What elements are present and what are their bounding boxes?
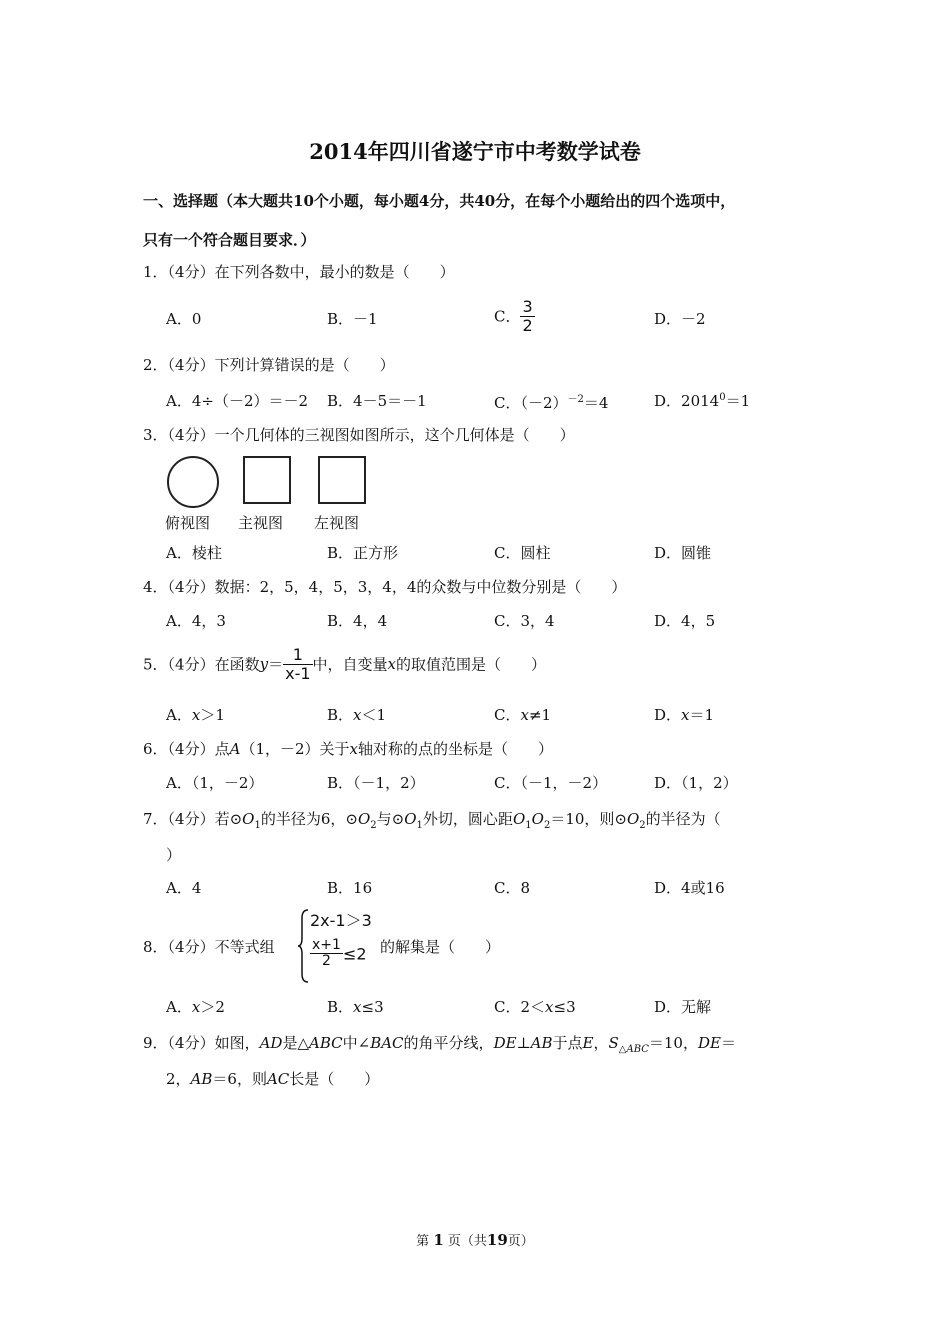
question-8-option-c	[494, 996, 576, 1017]
option-d-exponent: 0	[719, 392, 726, 403]
area-s: S	[608, 1034, 619, 1052]
subscript: 1	[525, 820, 532, 831]
question-2-stem: 2．（4分）下列计算错误的是（ ）	[143, 356, 395, 374]
question-7-option-b: B．16	[327, 879, 373, 897]
variable-x: x	[387, 655, 396, 674]
inequality-system	[298, 908, 378, 984]
stem-part: 5．（4分）在函数	[143, 655, 260, 674]
question-3-option-a: A．棱柱	[166, 544, 222, 562]
question-5-option-a	[166, 704, 225, 725]
circle-o: O	[242, 810, 255, 828]
option-c-exponent: －2	[567, 394, 584, 405]
question-8-option-a	[166, 996, 225, 1017]
option-c-result: ＝4	[583, 394, 609, 412]
question-3-option-c: C．圆柱	[494, 544, 551, 562]
variable-y: y	[259, 655, 269, 674]
option-label: C．2＜	[494, 998, 546, 1016]
stem-part: ＝10，则⊙	[550, 810, 627, 828]
question-1-stem: 1．（4分）在下列各数中，最小的数是（ ）	[143, 263, 455, 281]
total-pages: 19	[486, 1231, 508, 1249]
fraction-denominator: 2	[310, 953, 343, 969]
question-3-option-b: B．正方形	[327, 544, 399, 562]
segment-ad: AD	[259, 1034, 283, 1052]
segment-ab: AB	[190, 1070, 213, 1088]
stem-part: 中，自变量	[312, 655, 388, 674]
circle-o: O	[626, 810, 640, 828]
option-label: A．	[166, 998, 192, 1016]
fraction-denominator: 2	[522, 315, 533, 335]
question-6-option-d: D．（1，2）	[654, 774, 738, 792]
question-8-option-b	[327, 996, 384, 1017]
subscript: 1	[254, 820, 261, 831]
stem-part: 7．（4分）若⊙	[143, 810, 243, 828]
top-view-circle	[168, 457, 218, 507]
stem-part: 的角平分线，	[403, 1034, 494, 1052]
stem-part: 外切，圆心距	[422, 810, 513, 828]
stem-part: 是△	[282, 1034, 309, 1052]
question-7-stem	[143, 808, 721, 831]
option-d-base: D．2014	[654, 392, 720, 410]
page-number: 1	[433, 1231, 444, 1249]
stem-part: ＝10，	[648, 1034, 698, 1052]
variable-x: x	[353, 706, 362, 724]
question-1-option-a: A．0	[166, 310, 202, 328]
section-heading-line2: 只有一个符合题目要求．）	[143, 231, 316, 249]
side-view-square	[319, 457, 365, 503]
option-value: ＝1	[689, 706, 715, 724]
stem-part: ⊥	[516, 1034, 531, 1052]
fraction-numerator: 3	[522, 297, 533, 316]
question-4-option-b: B．4，4	[327, 612, 388, 630]
question-7-option-c: C．8	[494, 879, 531, 897]
left-brace-icon	[298, 908, 310, 984]
footer-text: 第	[416, 1234, 430, 1249]
question-5-option-c	[494, 704, 551, 725]
question-2-option-a: A．4÷（－2）＝－2	[166, 392, 309, 410]
question-8-option-d: D．无解	[654, 998, 712, 1016]
question-6-option-b: B．（－1，2）	[327, 774, 425, 792]
circle-o: O	[357, 810, 371, 828]
question-1-option-d: D．－2	[654, 310, 706, 328]
question-2-option-c	[494, 390, 608, 413]
question-6-stem	[143, 738, 553, 759]
question-9-line2	[166, 1068, 379, 1089]
fraction-numerator: x+1	[312, 937, 341, 953]
question-2-option-d	[654, 390, 750, 411]
question-5-stem	[143, 646, 546, 682]
question-3-option-d: D．圆锥	[654, 544, 712, 562]
question-5-option-b	[327, 704, 386, 725]
stem-part: ＝6，则	[212, 1070, 267, 1088]
fraction-numerator: 1	[292, 645, 303, 664]
variable-x: x	[681, 706, 690, 724]
variable-x: x	[520, 706, 529, 724]
side-view-label: 左视图	[314, 514, 360, 532]
question-3-stem: 3．（4分）一个几何体的三视图如图所示，这个几何体是（ ）	[143, 426, 575, 444]
fraction-denominator: x-1	[285, 663, 311, 683]
front-view-label: 主视图	[238, 514, 284, 532]
footer-text: 页（共	[447, 1234, 487, 1249]
stem-part: ，	[593, 1034, 609, 1052]
option-value: ＞2	[200, 998, 225, 1016]
option-value: ＞1	[200, 706, 225, 724]
top-view-label: 俯视图	[165, 514, 211, 532]
stem-part: 于点	[552, 1034, 583, 1052]
inequality-relation: ≤2	[342, 944, 367, 964]
question-4-option-d: D．4，5	[654, 612, 716, 630]
stem-part: 9．（4分）如图，	[143, 1034, 260, 1052]
stem-part: 中∠	[342, 1034, 371, 1052]
inequality-1: 2x-1＞3	[310, 911, 372, 930]
point-e: E	[582, 1034, 594, 1052]
question-6-option-a: A．（1，－2）	[166, 774, 264, 792]
stem-part: 长是（ ）	[289, 1070, 380, 1088]
question-4-option-c: C．3，4	[494, 612, 555, 630]
option-label: D．	[654, 706, 682, 724]
stem-part: ＝	[720, 1034, 736, 1052]
circle-o: O	[404, 810, 417, 828]
footer-text: 页）	[507, 1234, 534, 1249]
option-value: ＜1	[361, 706, 387, 724]
segment-de: DE	[493, 1034, 517, 1052]
three-view-figure	[160, 452, 380, 512]
subscript: 2	[543, 820, 551, 831]
question-7-option-a: A．4	[166, 879, 202, 897]
question-7-stem-close: ）	[166, 846, 182, 864]
variable-x: x	[353, 998, 362, 1016]
inequality-2	[310, 938, 367, 970]
question-7-option-d: D．4或16	[654, 879, 725, 897]
question-9-line1	[143, 1032, 736, 1055]
option-label: C．	[494, 706, 521, 724]
question-1-option-c	[494, 298, 535, 334]
stem-part: 的取值范围是（ ）	[396, 655, 547, 674]
question-4-option-a: A．4，3	[166, 612, 226, 630]
triangle-abc: ABC	[309, 1034, 343, 1052]
section-heading-line1: 一、选择题（本大题共10个小题，每小题4分，共40分，在每个小题给出的四个选项中，	[143, 192, 736, 210]
segment-ab: AB	[530, 1034, 553, 1052]
circle-o: O	[531, 810, 544, 828]
option-c-label: C．	[494, 307, 521, 326]
stem-part: 的半径为6，⊙	[260, 810, 358, 828]
question-8-stem-b: 的解集是（ ）	[380, 938, 501, 956]
question-1-option-b: B．－1	[327, 310, 378, 328]
angle-bac: BAC	[370, 1034, 404, 1052]
segment-de: DE	[697, 1034, 721, 1052]
question-8-stem-a: 8．（4分）不等式组	[143, 938, 275, 956]
subscript: 2	[370, 820, 377, 831]
variable-x: x	[545, 998, 554, 1016]
question-4-stem: 4．（4分）数据：2，5，4，5，3，4，4的众数与中位数分别是（ ）	[143, 578, 627, 596]
fraction	[310, 938, 343, 970]
page-footer	[0, 1230, 950, 1249]
option-label: A．	[166, 706, 192, 724]
stem-part: 与⊙	[376, 810, 405, 828]
fraction	[520, 298, 534, 334]
stem-part: 6．（4分）点	[143, 740, 230, 758]
option-c-base: C．（－2）	[494, 394, 568, 412]
variable-x: x	[191, 998, 201, 1016]
stem-part: 的半径为（	[645, 810, 721, 828]
option-d-result: ＝1	[725, 392, 751, 410]
subscript: △ABC	[618, 1044, 649, 1055]
function-fraction	[283, 646, 312, 682]
segment-ac: AC	[266, 1070, 290, 1088]
subscript: 1	[416, 820, 423, 831]
question-5-option-d	[654, 704, 714, 725]
subscript: 2	[639, 820, 646, 831]
question-6-option-c: C．（－1，－2）	[494, 774, 608, 792]
variable-x: x	[191, 706, 201, 724]
exam-title: 2014年四川省遂宁市中考数学试卷	[309, 139, 641, 164]
circle-o: O	[512, 810, 526, 828]
option-value: ≤3	[361, 998, 384, 1016]
front-view-square	[244, 457, 290, 503]
stem-part: 轴对称的点的坐标是（ ）	[358, 740, 554, 758]
question-2-option-b: B．4－5＝－1	[327, 392, 427, 410]
option-label: B．	[327, 998, 354, 1016]
option-value: ≤3	[553, 998, 576, 1016]
option-value: ≠1	[528, 706, 552, 724]
equals-sign: ＝	[268, 655, 284, 674]
stem-part: 2，	[166, 1070, 191, 1088]
variable-x: x	[349, 740, 358, 758]
stem-part: （1，－2）关于	[240, 740, 350, 758]
option-label: B．	[327, 706, 354, 724]
point-a: A	[229, 740, 241, 758]
